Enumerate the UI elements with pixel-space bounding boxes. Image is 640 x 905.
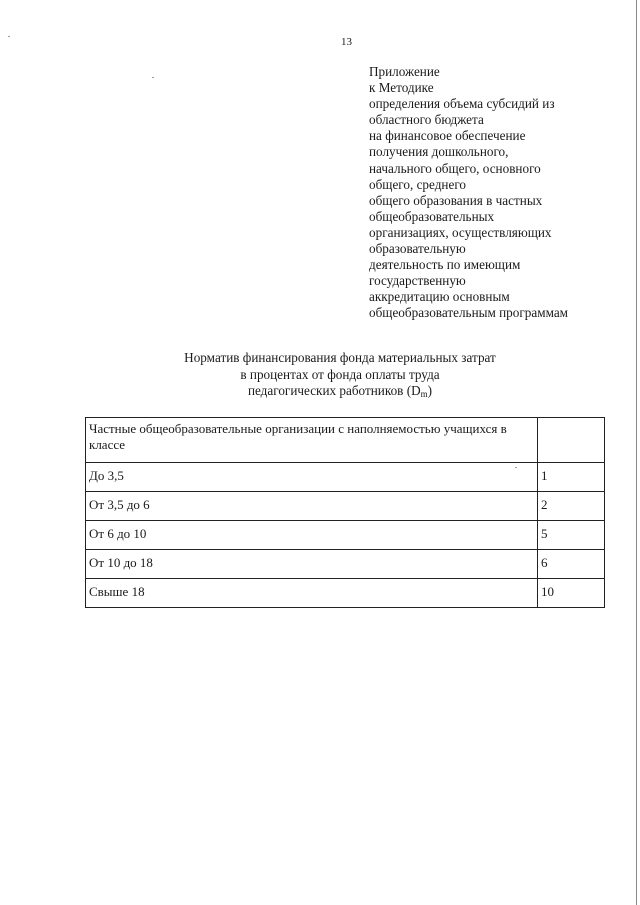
appendix-line: Приложение <box>369 64 440 79</box>
table-row <box>86 579 605 608</box>
appendix-line: получения дошкольного, <box>369 144 509 160</box>
scan-speck <box>152 77 154 78</box>
value-cell: 6 <box>538 550 605 579</box>
page-number: 13 <box>341 36 352 48</box>
appendix-line: организациях, осуществляющих <box>369 224 552 240</box>
scan-speck <box>515 467 517 468</box>
appendix-line: аккредитацию основным <box>369 289 510 305</box>
appendix-note <box>369 64 629 322</box>
appendix-line: областного бюджета <box>369 112 484 128</box>
norm-table <box>85 417 605 608</box>
appendix-line: определения объема субсидий из <box>369 96 555 112</box>
table-title-line: Норматив финансирования фонда материальных затрат <box>184 350 496 365</box>
value-cell: 2 <box>538 492 605 521</box>
table-row <box>86 492 605 521</box>
appendix-line: деятельность по имеющим <box>369 257 521 273</box>
category-cell: Свыше 18 <box>86 579 538 608</box>
scan-speck <box>8 36 10 37</box>
table-title-line <box>140 383 540 400</box>
table-title-text: педагогических работников (D <box>247 383 421 398</box>
category-cell: До 3,5 <box>86 463 538 492</box>
appendix-line: общеобразовательных <box>369 208 495 224</box>
table-row <box>86 463 605 492</box>
value-cell: 5 <box>538 521 605 550</box>
category-cell: От 3,5 до 6 <box>86 492 538 521</box>
category-cell: От 6 до 10 <box>86 521 538 550</box>
table-row <box>86 550 605 579</box>
table-title-line: в процентах от фонда оплаты труда <box>240 366 440 382</box>
appendix-line: общего образования в частных <box>369 192 543 208</box>
table-title <box>140 350 540 400</box>
table-row <box>86 521 605 550</box>
appendix-line: государственную <box>369 273 466 289</box>
appendix-line: к Методике <box>369 80 434 96</box>
appendix-line: начального общего, основного <box>369 160 541 176</box>
table-title-text: ) <box>427 383 433 398</box>
table-header-row <box>86 418 605 463</box>
value-cell: 10 <box>538 579 605 608</box>
appendix-line: образовательную <box>369 241 466 257</box>
category-cell: От 10 до 18 <box>86 550 538 579</box>
subscript-m: m <box>420 389 428 399</box>
appendix-line: на финансовое обеспечение <box>369 128 526 144</box>
header-value-cell <box>538 418 605 463</box>
header-category-cell: Частные общеобразовательные организации с наполняемостью учащихся в классе <box>86 418 538 463</box>
appendix-line: общеобразовательным программам <box>369 305 569 321</box>
value-cell: 1 <box>538 463 605 492</box>
scan-edge-line <box>636 0 637 905</box>
appendix-line: общего, среднего <box>369 176 466 192</box>
